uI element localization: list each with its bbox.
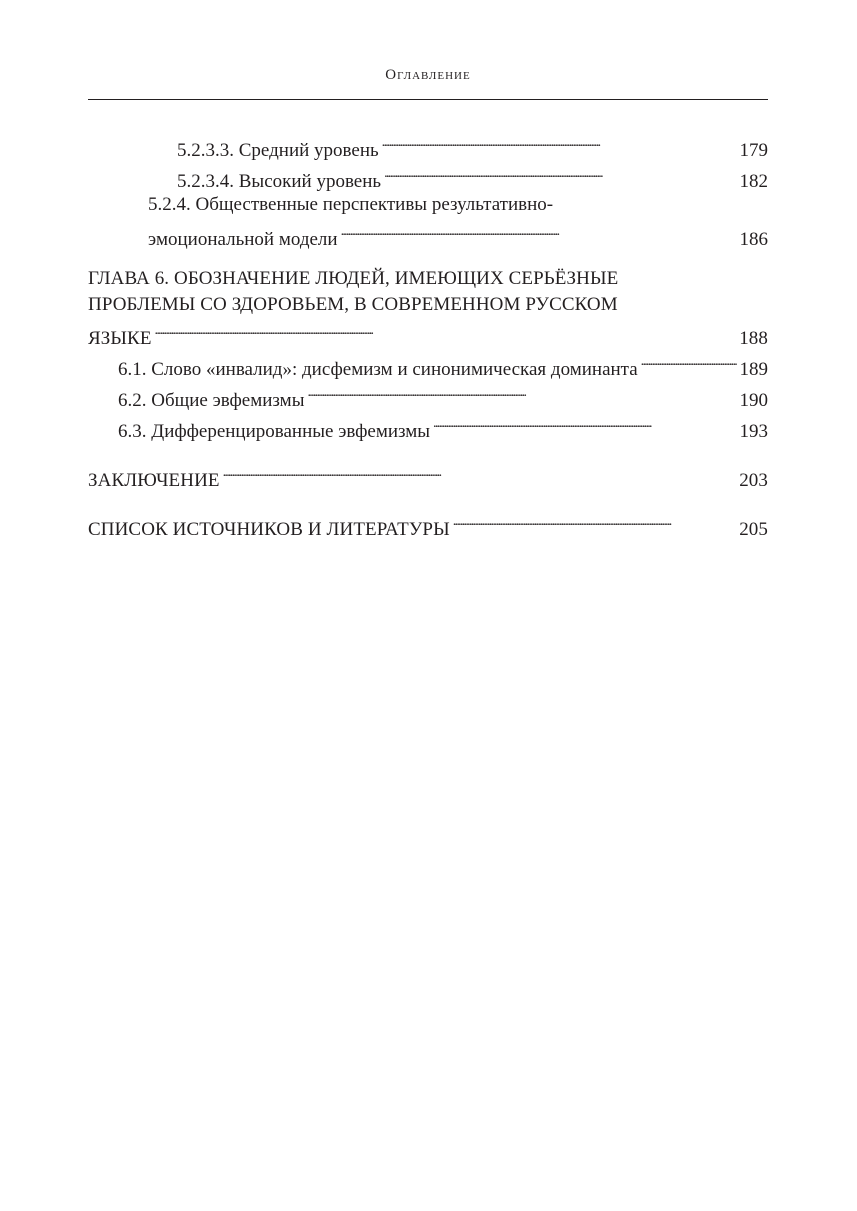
- toc-page-number: 182: [739, 171, 768, 192]
- toc-entry-chapter-6[interactable]: [88, 266, 768, 349]
- dot-leader: [341, 219, 737, 245]
- dot-leader: [307, 380, 736, 406]
- toc-page-number: 193: [739, 421, 768, 442]
- dot-leader: [223, 460, 737, 486]
- toc-entry-title: 5.2.3.3. Средний уровень: [177, 140, 379, 161]
- dot-leader: [433, 411, 736, 437]
- toc-entry-5-2-3-4[interactable]: [177, 161, 768, 192]
- toc-page-number: 190: [739, 390, 768, 411]
- toc-entry-title-line-2: ПРОБЛЕМЫ СО ЗДОРОВЬЕМ, В СОВРЕМЕННОМ РУССКОМ: [88, 294, 618, 315]
- dot-leader: [384, 161, 736, 187]
- toc-entry-title-line-1: ГЛАВА 6. ОБОЗНАЧЕНИЕ ЛЮДЕЙ, ИМЕЮЩИХ СЕРЬЁЗНЫЕ: [88, 268, 619, 289]
- toc-entry-bibliography[interactable]: [88, 509, 768, 540]
- toc-entry-title-line-1: 5.2.4. Общественные перспективы результативно-: [148, 194, 554, 215]
- toc-page-number: 188: [739, 328, 768, 349]
- toc-entry-title: СПИСОК ИСТОЧНИКОВ И ЛИТЕРАТУРЫ: [88, 519, 450, 540]
- toc-entry-6-1[interactable]: [118, 349, 768, 380]
- dot-leader: [382, 130, 737, 156]
- toc-entry-5-2-4[interactable]: [148, 192, 768, 250]
- toc-entry-title-line-2: эмоциональной модели: [148, 229, 338, 250]
- toc-entry-conclusion[interactable]: [88, 460, 768, 491]
- running-head: Оглавление: [385, 67, 471, 83]
- toc-entry-title: 5.2.3.4. Высокий уровень: [177, 171, 382, 192]
- dot-leader: [453, 509, 736, 535]
- toc-page-number: 186: [739, 229, 768, 250]
- toc-entry-title: 6.2. Общие эвфемизмы: [118, 390, 305, 411]
- dot-leader: [155, 318, 737, 344]
- toc-entry-6-2[interactable]: [118, 380, 768, 411]
- toc-entry-title-line-3: ЯЗЫКЕ: [88, 328, 152, 349]
- toc-entry-6-3[interactable]: [118, 411, 768, 442]
- toc-entry-5-2-3-3[interactable]: [177, 130, 768, 161]
- table-of-contents: [88, 0, 768, 1211]
- toc-entry-title: ЗАКЛЮЧЕНИЕ: [88, 470, 220, 491]
- toc-page-number: 179: [739, 140, 768, 161]
- toc-entry-title: 6.1. Слово «инвалид»: дисфемизм и синонимическая доминанта: [118, 359, 638, 380]
- toc-page-number: 205: [739, 519, 768, 540]
- dot-leader: [641, 349, 737, 375]
- toc-page-number: 189: [739, 359, 768, 380]
- toc-entry-title: 6.3. Дифференцированные эвфемизмы: [118, 421, 431, 442]
- toc-page-number: 203: [739, 470, 768, 491]
